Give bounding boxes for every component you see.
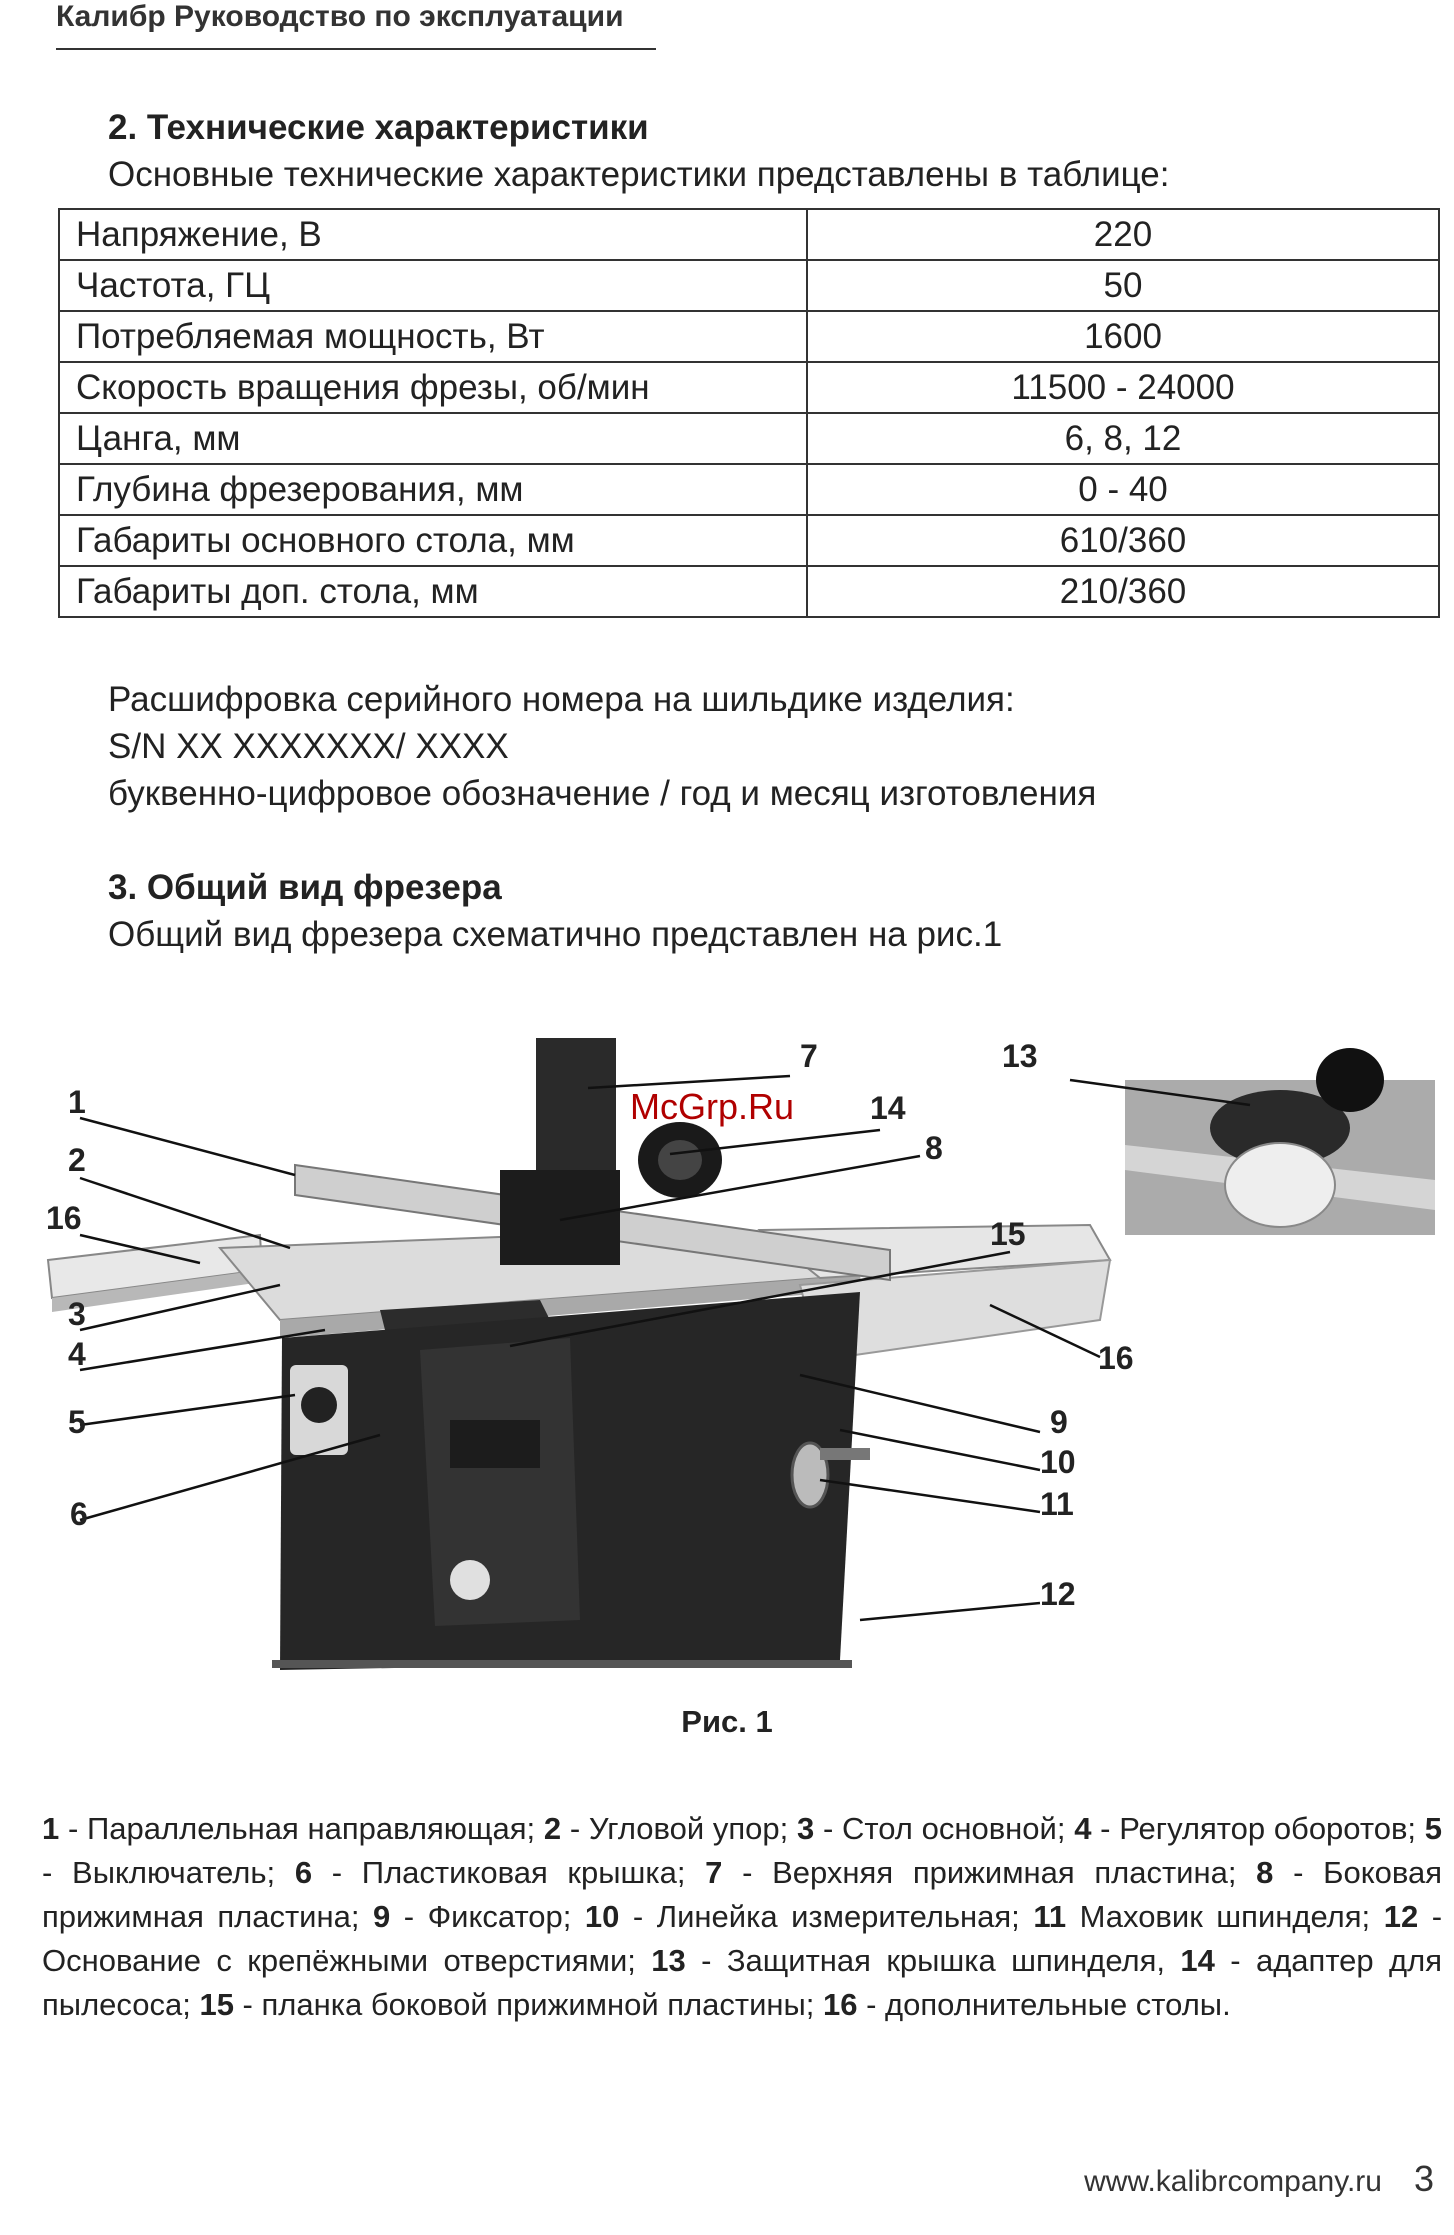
table-row [59, 464, 1439, 515]
legend-number: 13 [651, 1943, 686, 1978]
section3-intro: Общий вид фрезера схематично представлен на рис.1 [108, 915, 1003, 954]
section2-heading: 2. Технические характеристики [108, 108, 649, 147]
legend-number: 14 [1180, 1943, 1215, 1978]
legend-number: 12 [1383, 1899, 1419, 1934]
table-row [59, 311, 1439, 362]
table-row [59, 413, 1439, 464]
spec-label: Глубина фрезерования, мм [59, 464, 807, 515]
legend-number: 5 [1424, 1811, 1442, 1846]
legend-number: 9 [373, 1899, 391, 1934]
legend-text: - Фиксатор; [390, 1899, 585, 1934]
callout-label: 11 [1040, 1486, 1074, 1522]
callout-label: 14 [870, 1090, 906, 1126]
spec-value: 220 [807, 209, 1439, 260]
spec-label: Габариты доп. стола, мм [59, 566, 807, 617]
legend-number: 11 [1033, 1899, 1067, 1934]
callout-label: 2 [68, 1142, 86, 1178]
legend-number: 4 [1074, 1811, 1092, 1846]
legend-text: - Выключатель; [42, 1855, 295, 1890]
legend-number: 2 [543, 1811, 562, 1846]
legend-text: - Угловой упор; [561, 1811, 797, 1846]
serial-format: S/N XX XXXXXXX/ XXXX [108, 727, 509, 766]
legend-number: 10 [584, 1899, 620, 1934]
spec-label: Потребляемая мощность, Вт [59, 311, 807, 362]
callout-label: 9 [1050, 1404, 1068, 1440]
legend-text: - Основание с крепёжными отверстиями; [42, 1899, 1443, 1978]
spec-value: 1600 [807, 311, 1439, 362]
spec-value: 210/360 [807, 566, 1439, 617]
serial-title: Расшифровка серийного номера на шильдике изделия: [108, 680, 1015, 719]
spec-value: 6, 8, 12 [807, 413, 1439, 464]
legend-text: - Верхняя прижимная пластина; [722, 1855, 1257, 1890]
callout-label: 16 [46, 1200, 82, 1236]
legend-number: 16 [823, 1987, 858, 2022]
figure-legend [42, 1807, 1442, 2027]
legend-text: - Регулятор оборотов; [1091, 1811, 1425, 1846]
legend-text: - Стол основной; [814, 1811, 1075, 1846]
section2-intro: Основные технические характеристики представлены в таблице: [108, 155, 1170, 194]
table-row [59, 260, 1439, 311]
footer-website-link[interactable]: www.kalibrcompany.ru [1084, 2165, 1382, 2198]
legend-text: - Параллельная направляющая; [59, 1811, 544, 1846]
spec-value: 0 - 40 [807, 464, 1439, 515]
figure-caption: Рис. 1 [681, 1704, 773, 1739]
legend-text: - планка боковой прижимной пластины; [233, 1987, 824, 2022]
callout-label: 12 [1040, 1576, 1076, 1612]
table-row [59, 209, 1439, 260]
watermark-text: McGrp.Ru [630, 1086, 795, 1127]
callout-label: 6 [70, 1496, 88, 1532]
callout-label: 13 [1002, 1038, 1038, 1074]
legend-text: - Линейка измерительная; [619, 1899, 1034, 1934]
callout-label: 4 [68, 1336, 86, 1372]
callout-label: 16 [1098, 1340, 1134, 1376]
legend-number: 1 [42, 1811, 60, 1846]
spec-label: Цанга, мм [59, 413, 807, 464]
router-table-figure [40, 1020, 1440, 1670]
spec-value: 610/360 [807, 515, 1439, 566]
section3-heading: 3. Общий вид фрезера [108, 868, 502, 907]
callout-label: 3 [68, 1296, 86, 1332]
legend-text: - Защитная крышка шпинделя, [685, 1943, 1181, 1978]
legend-number: 8 [1256, 1855, 1274, 1890]
legend-number: 7 [705, 1855, 723, 1890]
legend-number: 3 [797, 1811, 815, 1846]
callout-label: 8 [925, 1130, 943, 1166]
spec-value: 50 [807, 260, 1439, 311]
header-divider [56, 48, 656, 50]
legend-number: 15 [199, 1987, 234, 2022]
page-header [56, 0, 656, 50]
legend-number: 6 [294, 1855, 313, 1890]
page-number: 3 [1413, 2158, 1434, 2199]
table-row [59, 566, 1439, 617]
serial-description: буквенно-цифровое обозначение / год и месяц изготовления [108, 774, 1097, 813]
legend-text: - дополнительные столы. [857, 1987, 1231, 2022]
spec-label: Габариты основного стола, мм [59, 515, 807, 566]
header-title: Калибр Руководство по эксплуатации [56, 0, 624, 33]
spec-label: Напряжение, В [59, 209, 807, 260]
legend-text: - Пластиковая крышка; [312, 1855, 706, 1890]
legend-text: Маховик шпинделя; [1066, 1899, 1384, 1934]
callout-label: 15 [990, 1216, 1026, 1252]
spec-label: Скорость вращения фрезы, об/мин [59, 362, 807, 413]
callout-label: 10 [1040, 1444, 1076, 1480]
legend-text: - адаптер для пылесоса; [42, 1943, 1442, 2022]
spec-table [58, 208, 1440, 618]
callout-label: 1 [68, 1084, 86, 1120]
callout-label: 7 [800, 1038, 818, 1074]
spec-value: 11500 - 24000 [807, 362, 1439, 413]
legend-text: - Боковая прижимная пластина; [42, 1855, 1443, 1934]
spec-label: Частота, ГЦ [59, 260, 807, 311]
table-row [59, 362, 1439, 413]
table-row [59, 515, 1439, 566]
callout-label: 5 [68, 1404, 86, 1440]
